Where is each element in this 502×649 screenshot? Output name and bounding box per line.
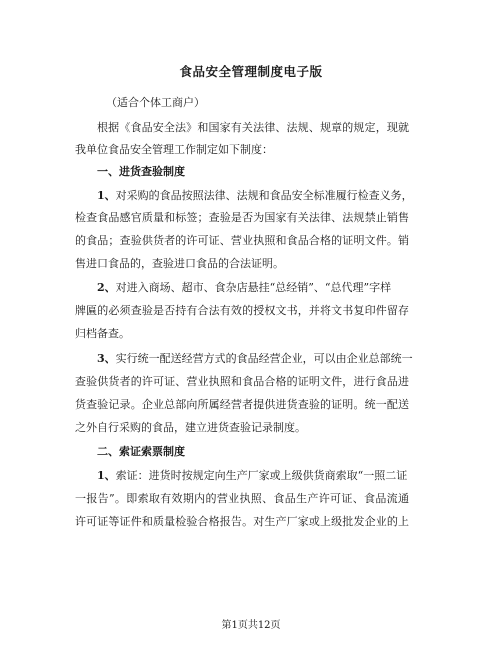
- paragraph-2-line-3: 归档备查。: [75, 327, 130, 340]
- paragraph-1-line-1: [97, 189, 413, 203]
- paragraph-4-text: 索证：进货时按规定向生产厂家或上级供货商索取“一照二证: [115, 469, 408, 482]
- paragraph-2-number: 2、: [97, 281, 116, 294]
- paragraph-2-line-1: [97, 281, 409, 295]
- intro-line-2: 我单位食品安全管理工作制定如下制度：: [75, 143, 273, 156]
- paragraph-4-line-3: 许可证等证件和质量检验合格报告。对生产厂家或上级批发企业的上: [75, 515, 409, 528]
- paragraph-2-line-2: 牌匾的必须查验是否持有合法有效的授权文书，并将文书复印件留存: [75, 304, 409, 317]
- paragraph-1-text: 对采购的食品按照法律、法规和食品安全标准履行检查义务，: [115, 189, 413, 202]
- section-heading-1: 一、进货查验制度: [97, 165, 185, 178]
- paragraph-1-line-2: 检查食品感官质量和标签；查验是否为国家有关法律、法规禁止销售: [75, 211, 409, 224]
- paragraph-3-line-2: 查验供货者的许可证、营业执照和食品合格的证明文件，进行食品进: [75, 375, 409, 388]
- paragraph-1-line-4: 售进口食品的，查验进口食品的合法证明。: [75, 257, 284, 270]
- paragraph-3-number: 3、: [97, 352, 116, 365]
- subtitle: （适合个体工商户）: [106, 96, 205, 109]
- paragraph-3-line-1: [97, 352, 413, 366]
- paragraph-4-line-2: 一报告”。即索取有效期内的营业执照、食品生产许可证、食品流通: [75, 492, 409, 505]
- paragraph-1-line-3: 的食品；查验供货者的许可证、营业执照和食品合格的证明文件。销: [75, 234, 409, 247]
- paragraph-3-text: 实行统一配送经营方式的食品经营企业，可以由企业总部统一: [115, 352, 413, 365]
- section-heading-2: 二、索证索票制度: [97, 445, 185, 458]
- intro-line-1: 根据《食品安全法》和国家有关法律、法规、规章的规定，现就: [97, 121, 409, 134]
- paragraph-3-line-4: 之外自行采购的食品，建立进货查验记录制度。: [75, 421, 306, 434]
- document-title: 食品安全管理制度电子版: [179, 64, 323, 79]
- paragraph-4-line-1: [97, 469, 409, 483]
- paragraph-4-number: 1、: [97, 469, 116, 482]
- paragraph-1-number: 1、: [97, 189, 116, 202]
- paragraph-2-text: 对进入商场、超市、食杂店悬挂“总经销”、“总代理”字样: [115, 281, 392, 294]
- paragraph-3-line-3: 货查验记录。企业总部向所属经营者提供进货查验的证明。统一配送: [75, 398, 409, 411]
- page-footer: 第1页共12页: [221, 620, 281, 631]
